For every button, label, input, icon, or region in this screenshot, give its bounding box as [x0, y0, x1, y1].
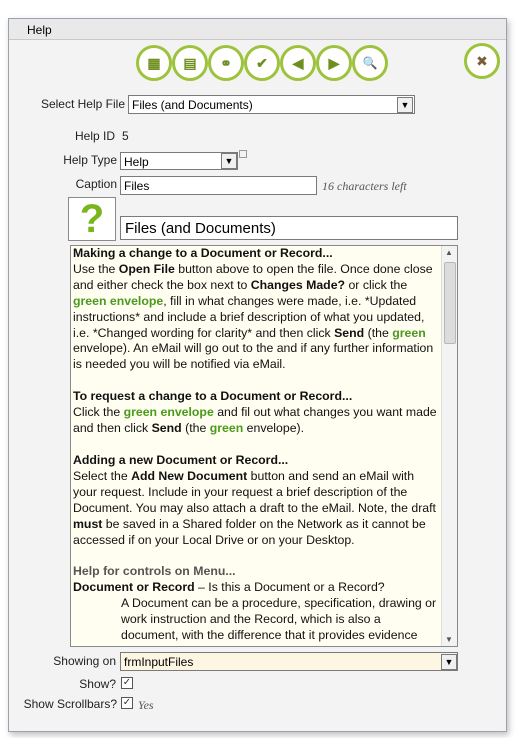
memo-heading: Adding a new Document or Record...	[73, 452, 289, 467]
datasheet-icon: ▦	[147, 54, 161, 71]
help-title-field[interactable]: Files (and Documents)	[120, 216, 458, 240]
help-memo[interactable]	[70, 245, 458, 647]
chevron-down-icon[interactable]: ▼	[397, 97, 413, 113]
memo-bold: Document or Record	[73, 580, 195, 595]
help-type-label: Help Type	[63, 153, 117, 167]
title-bar	[9, 19, 506, 40]
spellcheck-button[interactable]	[244, 45, 280, 81]
question-icon: ?	[79, 197, 105, 241]
memo-green: green envelope	[123, 405, 214, 420]
window-title: Help	[27, 23, 52, 37]
memo-text: or click the	[345, 277, 408, 292]
show-checkbox[interactable]: ✓	[122, 677, 132, 688]
select-help-file-label: Select Help File	[40, 97, 125, 111]
caption-label: Caption	[75, 177, 117, 191]
memo-text: button and send an eMail with your request. Include in your request a brief description of the Document. You may also attach a draft to the eMail. Note, the draft	[73, 468, 436, 515]
show-scrollbars-value: Yes	[138, 698, 154, 712]
show-scrollbars-label: Show Scrollbars?	[23, 697, 117, 711]
spellcheck-icon: ✔	[256, 54, 268, 71]
memo-bold: Changes Made?	[250, 277, 346, 292]
help-memo-text	[73, 246, 441, 644]
previous-button[interactable]	[280, 45, 316, 81]
close-icon: ✖	[476, 52, 488, 69]
print-preview-button[interactable]	[352, 45, 388, 81]
memo-text: Use the	[73, 261, 119, 276]
showing-on-label: Showing on	[53, 654, 116, 668]
memo-bold: Open File	[118, 261, 175, 276]
memo-heading: Making a change to a Document or Record...	[73, 246, 333, 260]
form-button[interactable]	[172, 45, 208, 81]
memo-bold: must	[73, 516, 103, 531]
chars-left-text: 16 characters left	[322, 179, 407, 193]
memo-text: be saved in a Shared folder on the Network as it cannot be accessed if on your Local Drive or on your Desktop.	[73, 516, 426, 547]
show-label: Show?	[79, 677, 116, 691]
caption-input[interactable]: Files	[120, 176, 317, 195]
datasheet-button[interactable]	[136, 45, 172, 81]
memo-text: (the	[181, 421, 210, 436]
memo-text: envelope).	[243, 421, 305, 436]
close-button[interactable]	[464, 43, 500, 79]
memo-text: Select the	[73, 468, 132, 483]
form-icon: ▤	[183, 54, 197, 71]
memo-green: green	[392, 325, 426, 340]
help-type-combo[interactable]: Help	[120, 152, 238, 170]
memo-text: envelope). An eMail will go out to the and if any further information is needed you will be notified via eMail.	[73, 341, 434, 372]
help-id-label: Help ID	[74, 129, 115, 143]
memo-bold: Send	[151, 421, 182, 436]
memo-green: green envelope	[73, 293, 164, 308]
link-icon: ⚭	[220, 54, 232, 71]
help-window	[8, 18, 507, 732]
chevron-down-icon[interactable]: ▼	[441, 654, 457, 670]
memo-heading: To request a change to a Document or Record...	[73, 389, 353, 404]
previous-icon: ◀	[292, 54, 304, 71]
memo-scrollbar[interactable]	[441, 246, 457, 646]
memo-text: – Is this a Document or a Record?	[194, 580, 385, 595]
memo-text: , fill in what changes were made, i.e. *Updated instructions* and include a brief description of what you updated, i.e. *Changed wording for clarity* and then click	[73, 293, 425, 340]
memo-text: button above to open the file. Once done close and either check the box next to	[73, 261, 433, 292]
scroll-up-icon[interactable]: ▲	[445, 248, 453, 257]
showing-on-combo[interactable]: frmInputFiles	[120, 652, 458, 671]
help-icon-box	[68, 197, 116, 241]
memo-bold: Send	[334, 325, 365, 340]
select-help-file-combo[interactable]: Files (and Documents)	[128, 95, 415, 114]
memo-text: and fil out what changes you want made and then click	[73, 405, 437, 436]
scroll-down-icon[interactable]: ▼	[445, 635, 453, 644]
chevron-down-icon[interactable]: ▼	[221, 153, 237, 169]
help-id-value: 5	[122, 129, 129, 143]
next-button[interactable]	[316, 45, 352, 81]
next-icon: ▶	[328, 54, 340, 71]
memo-text: (the	[364, 325, 393, 340]
link-button[interactable]	[208, 45, 244, 81]
show-scrollbars-checkbox[interactable]: ✓	[122, 697, 132, 708]
memo-bold: Add New Document	[131, 468, 248, 483]
memo-green: green	[209, 421, 244, 436]
edit-list-icon[interactable]	[239, 150, 247, 158]
scroll-thumb[interactable]	[444, 262, 456, 344]
memo-heading: Help for controls on Menu...	[73, 564, 236, 579]
memo-text: Click the	[73, 405, 124, 420]
print-preview-icon: 🔍	[362, 56, 378, 70]
memo-text: A Document can be a procedure, specification, drawing or work instruction and the Record, which is also a document, with the difference that it provides evidence	[121, 596, 437, 643]
